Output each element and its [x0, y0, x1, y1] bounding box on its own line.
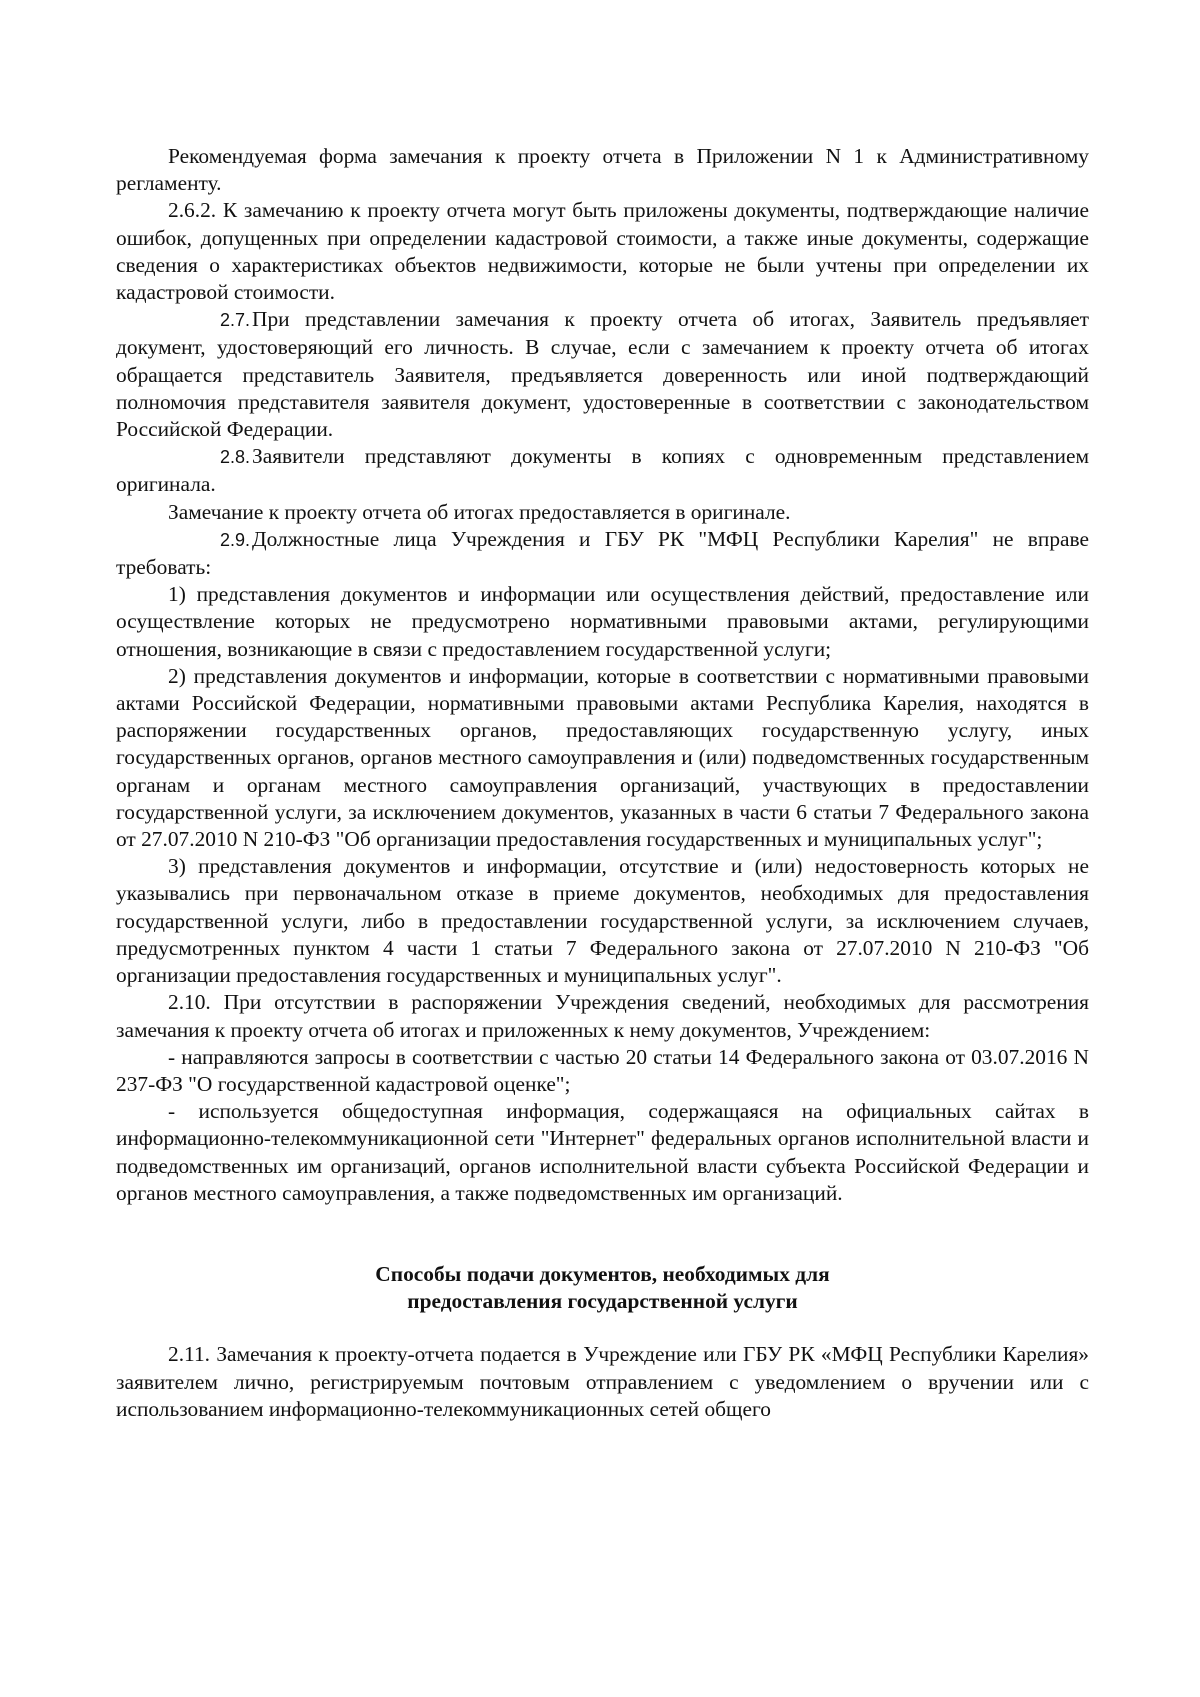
document-page — [116, 143, 1089, 1423]
section-heading-line-1: Способы подачи документов, необходимых для — [375, 1261, 830, 1286]
spacer — [116, 1315, 1089, 1341]
paragraph-recommended-form: Рекомендуемая форма замечания к проекту отчета в Приложении N 1 к Административному регламенту. — [116, 144, 1089, 196]
dash-item-public-info: - используется общедоступная информация, содержащаяся на официальных сайтах в информационно-телекоммуникационной сети "Интернет" федеральных органов исполнительной власти и подведомственных им организаций, органов исполнительной власти субъекта Российской Федерации и органов местного самоуправления, а также подведомственных им организаций. — [116, 1099, 1089, 1205]
paragraph-2-11: 2.11. Замечания к проекту-отчета подается в Учреждение или ГБУ РК «МФЦ Республики Карелия» заявителем лично, регистрируемым почтовым отправлением с уведомлением о вручении или с использованием информационно-телекоммуникационных сетей общего — [116, 1342, 1089, 1421]
dash-item-requests: - направляются запросы в соответствии с частью 20 статьи 14 Федерального закона от 03.07.2016 N 237-ФЗ "О государственной кадастровой оценке"; — [116, 1044, 1089, 1096]
paragraph-2-7: 2.7.При представлении замечания к проекту отчета об итогах, Заявитель предъявляет документ, удостоверяющий его личность. В случае, если с замечанием к проекту отчета об итогах обращается представитель Заявителя, предъявляется доверенность или иной подтверждающий полномочия представителя заявителя документ, удостоверенные в соответствии с законодательством Российской Федерации. — [116, 307, 1089, 442]
paragraph-2-8: 2.8.Заявители представляют документы в копиях с одновременным представлением оригинала. — [116, 444, 1089, 497]
clause-number: 2.9. — [220, 529, 251, 550]
paragraph-2-9: 2.9.Должностные лица Учреждения и ГБУ РК "МФЦ Республики Карелия" не вправе требовать: — [116, 526, 1089, 580]
list-item-1: 1) представления документов и информации или осуществления действий, предоставление или осуществление которых не предусмотрено нормативными правовыми актами, регулирующими отношения, возникающие в связи с предоставлением государственной услуги; — [116, 582, 1089, 661]
clause-number: 2.7. — [220, 310, 251, 331]
paragraph-2-6-2: 2.6.2. К замечанию к проекту отчета могут быть приложены документы, подтверждающие наличие ошибок, допущенных при определении кадастровой стоимости, а также иные документы, содержащие сведения о характеристиках объектов недвижимости, которые не были учтены при определении их кадастровой стоимости. — [116, 198, 1089, 305]
paragraph-original-remark: Замечание к проекту отчета об итогах предоставляется в оригинале. — [168, 499, 791, 524]
section-heading-line-2: предоставления государственной услуги — [407, 1289, 798, 1314]
paragraph-2-10: 2.10. При отсутствии в распоряжении Учреждения сведений, необходимых для рассмотрения замечания к проекту отчета об итогах и приложенных к нему документов, Учреждением: — [116, 990, 1089, 1042]
list-item-3: 3) представления документов и информации, отсутствие и (или) недостоверность которых не указывались при первоначальном отказе в приеме документов, необходимых для предоставления государственной услуги, либо в предоставлении государственной услуги, за исключением случаев, предусмотренных пунктом 4 части 1 статьи 7 Федерального закона от 27.07.2010 N 210-ФЗ "Об организации предоставления государственных и муниципальных услуг". — [116, 854, 1089, 988]
list-item-2: 2) представления документов и информации, которые в соответствии с нормативными правовыми актами Российской Федерации, нормативными правовыми актами Республика Карелия, находятся в распоряжении государственных органов, предоставляющих государственную услугу, иных государственных органов, органов местного самоуправления и (или) подведомственных государственным органам и органам местного самоуправления организаций, участвующих в предоставлении государственной услуги, за исключением документов, указанных в части 6 статьи 7 Федерального закона от 27.07.2010 N 210-ФЗ "Об организации предоставления государственных и муниципальных услуг"; — [116, 663, 1089, 852]
clause-number: 2.8. — [220, 447, 251, 468]
spacer — [116, 1207, 1089, 1261]
